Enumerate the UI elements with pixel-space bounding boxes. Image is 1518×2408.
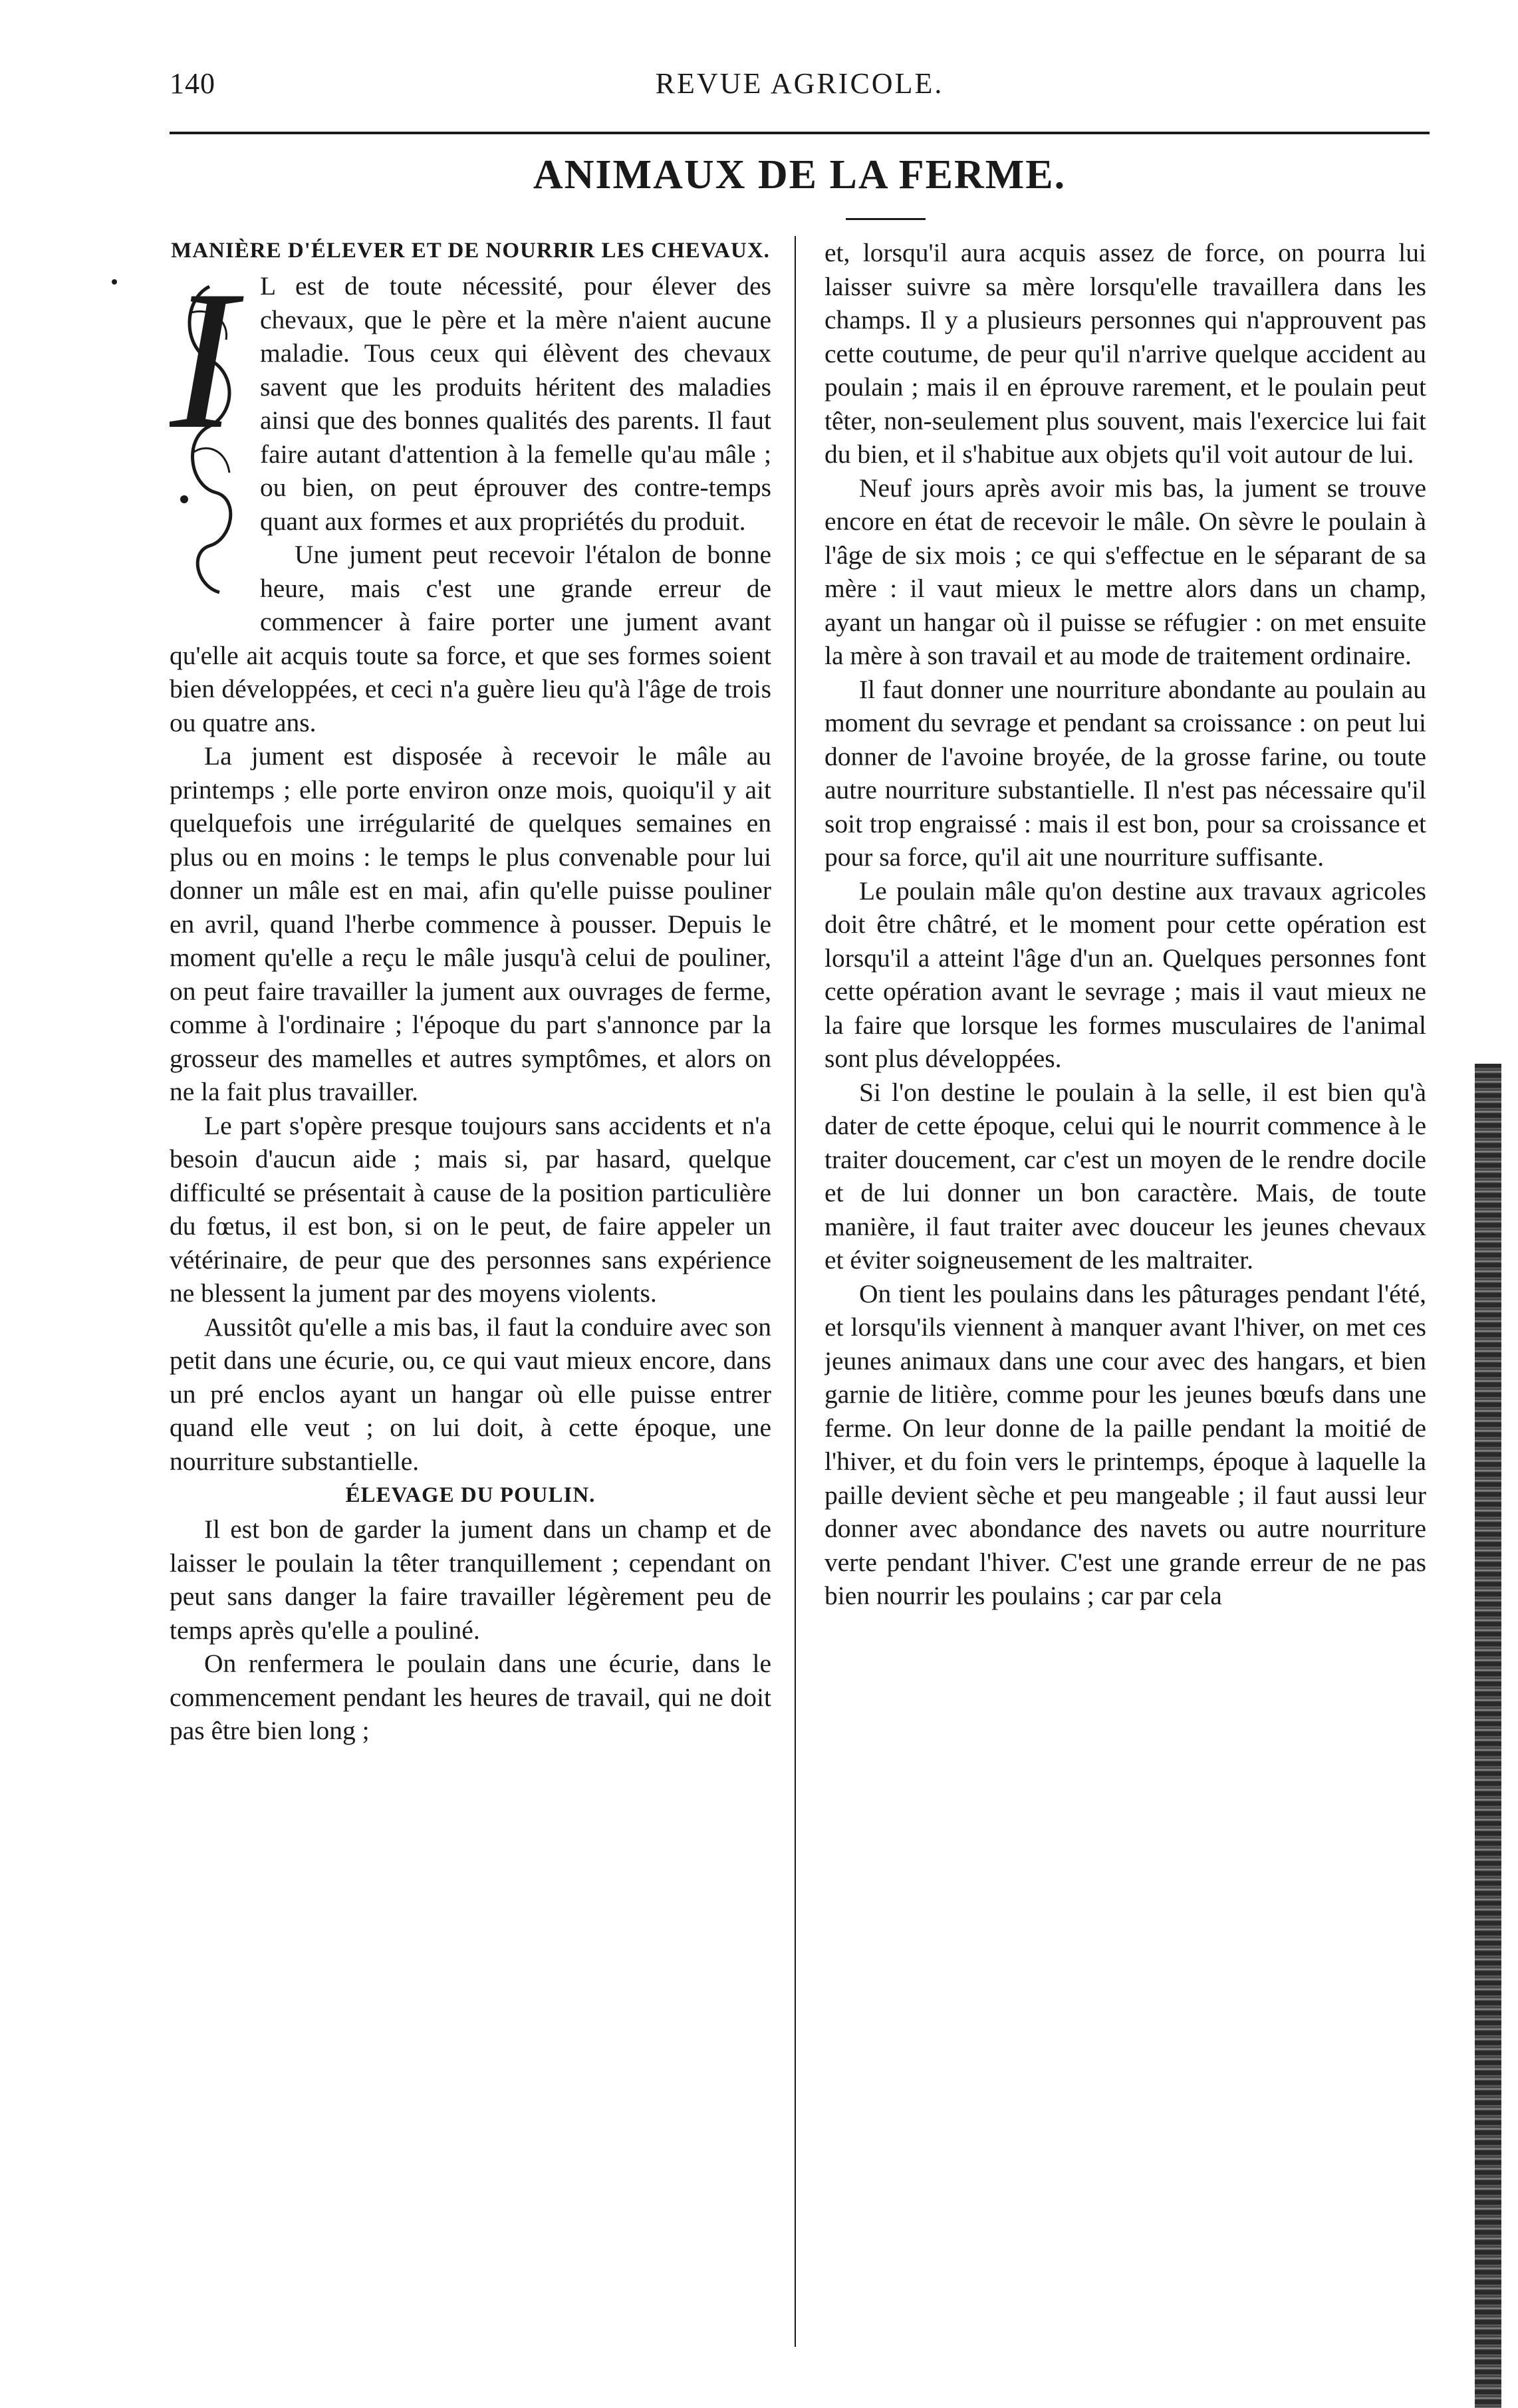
paragraph: Le poulain mâle qu'on destine aux travaux agricoles doit être châtré, et le moment pour cette opération est lorsqu'il a atteint l'âge d'un an. Quelques personnes font cette opération avant le sevrage ; mais il vaut mieux ne la faire que lorsque les formes musculaires de l'animal sont plus développées. <box>824 876 1426 1073</box>
paragraph: Neuf jours après avoir mis bas, la jument se trouve encore en état de recevoir le mâle. On sèvre le poulain à l'âge de six mois ; ce qui s'effectue en le séparant de sa mère : il vaut mieux le mettre alors dans un champ, ayant un hangar où il puisse se réfugier : on met ensuite la mère à son travail et au mode de traitement ordinaire. <box>824 473 1426 670</box>
page-number: 140 <box>170 67 215 100</box>
paragraph: Il faut donner une nourriture abondante au poulain au moment du sevrage et pendant sa croissance : on peut lui donner de l'avoine broyée, de la grosse farine, ou toute autre nourriture substantielle. Il n'est pas nécessaire qu'il soit trop engraissé : mais il est bon, pour sa croissance et pour sa force, qu'il ait une nourriture suffisante. <box>824 674 1426 872</box>
paragraph: On tient les poulains dans les pâturages pendant l'été, et lorsqu'ils viennent à manquer avant l'hiver, on met ces jeunes animaux dans une cour avec des hangars, et bien garnie de litière, comme pour les jeunes bœufs dans une ferme. On leur donne de la paille pendant la moitié de l'hiver, et du foin vers le printemps, époque à laquelle la paille devient sèche et peu mangeable ; il faut aussi leur donner avec abondance des navets ou autre nourriture verte pendant l'hiver. C'est une grande erreur de ne pas bien nourrir les poulains ; car par cela <box>824 1278 1426 1610</box>
paragraph: Si l'on destine le poulain à la selle, il est bien qu'à dater de cette époque, celui qui le nourrit commence à le traiter doucement, car c'est un moyen de le rendre docile et de lui donner un bon caractère. Mais, de toute manière, il faut traiter avec douceur les jeunes chevaux et éviter soigneusement de les maltraiter. <box>824 1077 1426 1274</box>
paragraph: Une jument peut recevoir l'étalon de bonne heure, mais c'est une grande erreur de commencer à faire porter une jument avant qu'elle ait acquis toute sa force, et que ses formes soient bien développées, et ceci n'a guère lieu qu'à l'âge de trois ou quatre ans. <box>170 540 771 737</box>
drop-cap <box>170 249 249 606</box>
column-head-rule <box>846 218 926 220</box>
drop-cap-letter: I <box>170 249 236 470</box>
margin-dot <box>112 279 117 285</box>
left-column <box>170 236 771 2350</box>
subheading: ÉLEVAGE DU POULIN. <box>345 1483 596 1507</box>
paragraph: Il est bon de garder la jument dans un champ et de laisser le poulain la têter tranquillement ; cependant on peut sans danger la faire travailler légèrement peu de temps après qu'elle a pouliné. <box>170 1514 771 1645</box>
column-divider <box>795 236 796 2347</box>
page-header <box>170 59 1430 118</box>
header-rule <box>170 132 1430 134</box>
section-title: ANIMAUX DE LA FERME. <box>533 152 1067 197</box>
running-title: REVUE AGRICOLE. <box>655 67 944 100</box>
paragraph: et, lorsqu'il aura acquis assez de force, on pourra lui laisser suivre sa mère lorsqu'elle travaillera dans les champs. Il y a plusieurs personnes qui n'approuvent pas cette coutume, de peur qu'il n'arrive quelque accident au poulain ; mais il en éprouve rarement, et le poulain peut têter, non-seulement plus souvent, mais l'exercice lui fait du bien, et il s'habitue aux objets qu'il voit autour de lui. <box>824 238 1426 469</box>
paragraph: Aussitôt qu'elle a mis bas, il faut la conduire avec son petit dans une écurie, ou, ce qui vaut mieux encore, dans un pré enclos ayant un hangar où elle puisse entrer quand elle veut ; on lui doit, à cette époque, une nourriture substantielle. <box>170 1312 771 1476</box>
paragraph: L est de toute nécessité, pour élever des chevaux, que le père et la mère n'aient aucune maladie. Tous ceux qui élèvent des chevaux savent que les produits héritent des maladies ainsi que des bonnes qualités des parents. Il faut faire autant d'attention à la femelle qu'au mâle ; ou bien, on peut éprouver des contre-temps quant aux formes et aux propriétés du produit. <box>260 271 771 536</box>
right-column <box>824 236 1426 2350</box>
paragraph: Le part s'opère presque toujours sans accidents et n'a besoin d'aucun aide ; mais si, par hasard, quelque difficulté se présentait à cause de la position particulière du fœtus, il est bon, si on le peut, de faire appeler un vétérinaire, de peur que des personnes sans expérience ne blessent la jument par des moyens violents. <box>170 1110 771 1308</box>
article-title: MANIÈRE D'ÉLEVER ET DE NOURRIR LES CHEVAUX. <box>171 239 770 263</box>
paragraph: On renfermera le poulain dans une écurie, dans le commencement pendant les heures de travail, qui ne doit pas être bien long ; <box>170 1649 771 1745</box>
paragraph: La jument est disposée à recevoir le mâle au printemps ; elle porte environ onze mois, quoiqu'il y ait quelquefois une irrégularité de quelques semaines en plus ou en moins : le temps le plus convenable pour lui donner un mâle est en mai, afin qu'elle puisse pouliner en avril, quand l'herbe commence à pousser. Depuis le moment qu'elle a reçu le mâle jusqu'à celui de pouliner, on peut faire travailler la jument aux ouvrages de ferme, comme à l'ordinaire ; l'époque du part s'annonce par la grosseur des mamelles et autres symptômes, et alors on ne la fait plus travailler. <box>170 741 771 1106</box>
binding-edge <box>1475 1064 1501 2408</box>
